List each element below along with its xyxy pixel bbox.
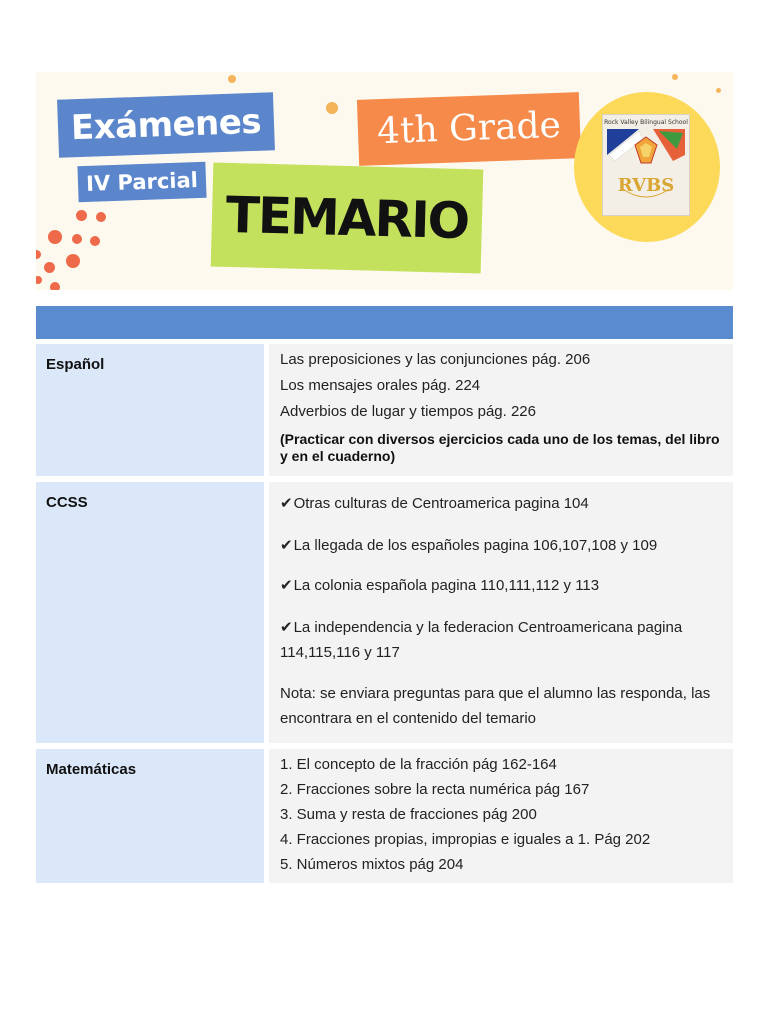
examenes-label: Exámenes	[57, 92, 275, 158]
temario-title: TEMARIO	[211, 162, 484, 273]
table-row-ccss	[36, 482, 733, 743]
decor-dot	[716, 88, 721, 93]
school-logo-badge	[574, 92, 720, 242]
decor-dot	[228, 75, 236, 83]
topic-line: 1. El concepto de la fracción pág 162-164	[280, 756, 557, 773]
subject-cell	[36, 482, 264, 743]
topics-cell	[269, 344, 733, 476]
decor-dot	[36, 276, 42, 284]
subject-cell	[36, 749, 264, 883]
decor-dot	[96, 212, 106, 222]
subject-label: Español	[46, 356, 105, 373]
checklist-item	[280, 576, 599, 594]
practice-note: (Practicar con diversos ejercicios cada uno de los temas, del libro y en el cuaderno)	[280, 431, 720, 464]
logo-letters: RVBS	[617, 175, 675, 196]
logo-title: Rock Valley Bilingual School	[604, 119, 688, 126]
decor-dot	[90, 236, 100, 246]
topic-line: Adverbios de lugar y tiempos pág. 226	[280, 403, 536, 420]
checklist-item-text: La colonia española pagina 110,111,112 y 113	[293, 577, 600, 594]
checklist-item	[280, 494, 589, 512]
checklist-item	[280, 615, 730, 665]
subject-label: CCSS	[46, 494, 88, 511]
decor-dot	[44, 262, 55, 273]
subject-label: Matemáticas	[46, 761, 137, 778]
parcial-label: IV Parcial	[77, 162, 206, 202]
decor-dot	[76, 210, 87, 221]
topic-line: 4. Fracciones propias, impropias e iguales a 1. Pág 202	[280, 831, 651, 848]
topics-cell	[269, 749, 733, 883]
decor-dot	[66, 254, 80, 268]
topic-line: Las preposiciones y las conjunciones pág. 206	[280, 351, 591, 368]
checklist-item-text: Otras culturas de Centroamerica pagina 104	[293, 495, 589, 512]
topic-line: 3. Suma y resta de fracciones pág 200	[280, 806, 537, 823]
topic-line: 2. Fracciones sobre la recta numérica pág 167	[280, 781, 590, 798]
grade-label: 4th Grade	[357, 92, 581, 166]
decor-dot	[72, 234, 82, 244]
logo-crest-icon	[603, 115, 689, 215]
checklist-item	[280, 536, 657, 554]
table-row-matematicas	[36, 749, 733, 883]
decor-dot	[672, 74, 678, 80]
checklist-item-text: La llegada de los españoles pagina 106,107,108 y 109	[293, 537, 658, 554]
decor-dot	[50, 282, 60, 290]
school-logo	[602, 114, 690, 216]
topic-line: 5. Números mixtos pág 204	[280, 856, 464, 873]
subject-cell	[36, 344, 264, 476]
topic-line: Los mensajes orales pág. 224	[280, 377, 481, 394]
ccss-note: Nota: se enviara preguntas para que el alumno las responda, las encontrara en el contenido del temario	[280, 685, 711, 727]
topics-cell	[269, 482, 733, 743]
table-header-bar	[36, 306, 733, 339]
checklist-item-text: La independencia y la federacion Centroamericana pagina 114,115,116 y 117	[280, 619, 683, 661]
decor-dot	[48, 230, 62, 244]
check-mark-icon: ✔	[280, 495, 293, 512]
check-mark-icon: ✔	[280, 619, 293, 636]
header-banner	[36, 72, 733, 290]
table-row-espanol	[36, 344, 733, 476]
decor-dot	[326, 102, 338, 114]
check-mark-icon: ✔	[280, 537, 293, 554]
decor-dot	[36, 250, 41, 259]
check-mark-icon: ✔	[280, 577, 293, 594]
